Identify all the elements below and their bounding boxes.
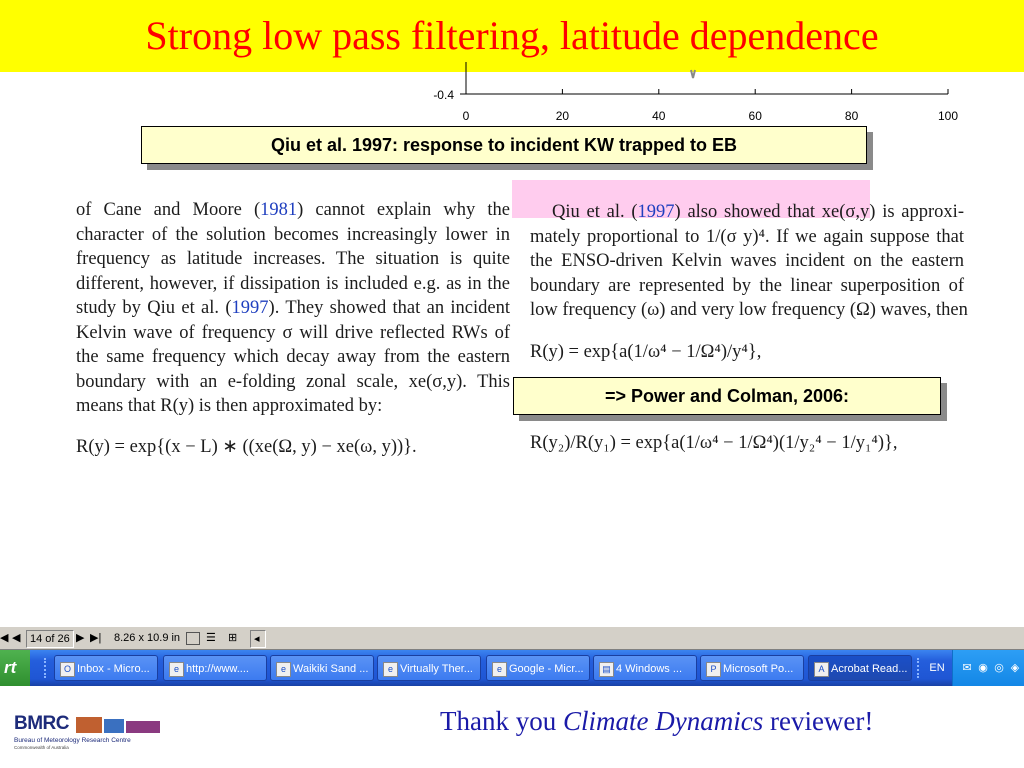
acrobat-icon: A: [814, 662, 829, 677]
left-paragraph-line: [76, 345, 510, 370]
x-tick-label: 20: [555, 109, 570, 123]
taskbar-button-label: Microsoft Po...: [723, 663, 794, 675]
text-span: boundary with an e-folding zonal scale, xe(σ,y). This: [76, 371, 510, 392]
equation-left: R(y) = exp{(x − L) ∗ ((xe(Ω, y) − xe(ω, y))}.: [76, 437, 417, 457]
logo-graphic-icon: [76, 715, 166, 737]
single-page-icon[interactable]: [186, 632, 200, 645]
network-icon[interactable]: ◉: [978, 662, 988, 674]
folder-icon: ▤: [599, 662, 614, 677]
left-paragraph-line: [76, 394, 510, 419]
taskbar-button-label: Google - Micr...: [509, 663, 584, 675]
system-tray: [952, 650, 1024, 686]
next-page-icon[interactable]: ▶: [76, 632, 85, 644]
taskbar-button-label: Inbox - Micro...: [77, 663, 150, 675]
logo-subtitle-2: Commonwealth of Australia: [14, 745, 69, 750]
left-paragraph-line: [76, 223, 510, 248]
taskbar-button[interactable]: [700, 655, 804, 681]
taskbar-grip[interactable]: [917, 658, 922, 678]
page-size-label: 8.26 x 10.9 in: [114, 632, 181, 644]
taskbar-button[interactable]: [270, 655, 374, 681]
x-tick-label: 60: [748, 109, 762, 123]
left-paragraph-line: [76, 370, 510, 395]
thanks-prefix: Thank you: [440, 706, 563, 736]
left-paragraph-line: [76, 247, 510, 272]
text-span: ). They showed that an incident: [268, 298, 511, 318]
text-span: the ENSO-driven Kelvin waves incident on the eastern: [530, 251, 964, 271]
text-span: ) cannot explain why the: [297, 200, 510, 220]
thanks-suffix: reviewer!: [763, 706, 874, 736]
text-span: mately proportional to 1/(σ y)⁴. If we again suppose that: [530, 226, 964, 247]
taskbar-button-label: Acrobat Read...: [831, 663, 908, 675]
ie-icon: e: [276, 662, 291, 677]
left-paragraph-line: [76, 198, 510, 223]
left-paragraph: [76, 198, 510, 419]
callout-power-colman: => Power and Colman, 2006:: [513, 377, 941, 415]
journal-name: Climate Dynamics: [562, 706, 764, 736]
outlook-tray-icon[interactable]: ◎: [994, 662, 1004, 674]
continuous-page-icon[interactable]: ☰: [206, 632, 216, 644]
right-paragraph: [530, 200, 968, 323]
reader-status-bar: [0, 626, 1024, 650]
left-paragraph-line: [76, 272, 510, 297]
callout-qiu-1997: Qiu et al. 1997: response to incident KW trapped to EB: [141, 126, 867, 164]
windows-taskbar: [0, 650, 1024, 686]
text-span: different, however, if dissipation is included e.g. as in the: [76, 273, 510, 294]
shield-icon[interactable]: ◈: [1010, 662, 1020, 674]
ie-icon: e: [383, 662, 398, 677]
equation-right-1: R(y) = exp{a(1/ω⁴ − 1/Ω⁴)/y⁴},: [530, 342, 762, 362]
taskbar-button[interactable]: [486, 655, 590, 681]
outlook-icon: O: [60, 662, 75, 677]
taskbar-button-label: Waikiki Sand ...: [293, 663, 369, 675]
text-span: boundary are represented by the linear superposition of: [530, 275, 964, 296]
first-page-icon[interactable]: ◀: [0, 632, 9, 644]
right-paragraph-line: [530, 298, 968, 323]
text-span: frequency as latitude increases. The situation is quite: [76, 249, 510, 269]
scroll-left-button[interactable]: ◂: [250, 630, 266, 648]
facing-pages-icon[interactable]: ⊞: [228, 632, 238, 644]
logo-text: BMRC: [14, 713, 69, 734]
x-tick-label: 0: [462, 109, 470, 123]
taskbar-button-label: Virtually Ther...: [400, 663, 473, 675]
page-number-field[interactable]: 14 of 26: [26, 630, 74, 648]
language-indicator[interactable]: EN: [929, 662, 945, 674]
logo-subtitle: Bureau of Meteorology Research Centre: [14, 737, 131, 744]
mail-icon[interactable]: ✉: [962, 662, 972, 674]
chart-fragment: [400, 62, 1000, 132]
last-page-icon[interactable]: ▶|: [90, 632, 102, 644]
right-paragraph-line: [530, 274, 964, 299]
taskbar-button[interactable]: [163, 655, 267, 681]
thank-you-note: [440, 706, 873, 737]
ie-icon: e: [492, 662, 507, 677]
equation-right-2: R(y₂)/R(y₁) = exp{a(1/ω⁴ − 1/Ω⁴)(1/y₂⁴ − 1/y₁⁴)},: [530, 433, 898, 453]
left-paragraph-line: [76, 321, 510, 346]
text-span: means that R(y) is then approximated by:: [76, 396, 383, 416]
text-span: Qiu et al. (: [552, 202, 638, 222]
citation-link[interactable]: 1981: [260, 200, 298, 220]
slide-title: Strong low pass filtering, latitude dependence: [145, 13, 879, 58]
x-tick-label: 40: [652, 109, 666, 123]
x-tick-label: 80: [844, 109, 859, 123]
taskbar-button-label: 4 Windows ...: [616, 663, 683, 675]
taskbar-grip[interactable]: [44, 658, 49, 678]
text-span: character of the solution becomes increasingly lower in: [76, 224, 510, 245]
ie-icon: e: [169, 662, 184, 677]
text-span: the same frequency which decay away from the eastern: [76, 347, 510, 367]
right-paragraph-line: [530, 200, 964, 225]
left-paragraph-line: [76, 296, 510, 321]
text-span: ) also showed that xe(σ,y) is approxi-: [674, 202, 964, 222]
bmrc-logo: [14, 713, 174, 753]
text-span: Kelvin wave of frequency σ will drive reflected RWs of: [76, 322, 510, 343]
powerpoint-icon: P: [706, 662, 721, 677]
text-span: of Cane and Moore (: [76, 200, 261, 220]
text-span: low frequency (ω) and very low frequency (Ω) waves, then: [530, 300, 968, 320]
taskbar-button[interactable]: [377, 655, 481, 681]
taskbar-button[interactable]: [54, 655, 158, 681]
x-tick-label: 100: [937, 109, 959, 123]
right-paragraph-line: [530, 225, 964, 250]
taskbar-button-label: http://www....: [186, 663, 249, 675]
right-paragraph-line: [530, 249, 964, 274]
prev-page-icon[interactable]: ◀: [12, 632, 21, 644]
y-tick-label: -0.4: [433, 88, 454, 102]
text-span: study by Qiu et al. (: [76, 298, 232, 318]
taskbar-button[interactable]: [808, 655, 912, 681]
start-button[interactable]: rt: [0, 650, 30, 686]
taskbar-button[interactable]: [593, 655, 697, 681]
citation-link[interactable]: 1997: [637, 202, 675, 222]
data-line-fragment: [691, 70, 695, 78]
citation-link[interactable]: 1997: [231, 298, 269, 318]
